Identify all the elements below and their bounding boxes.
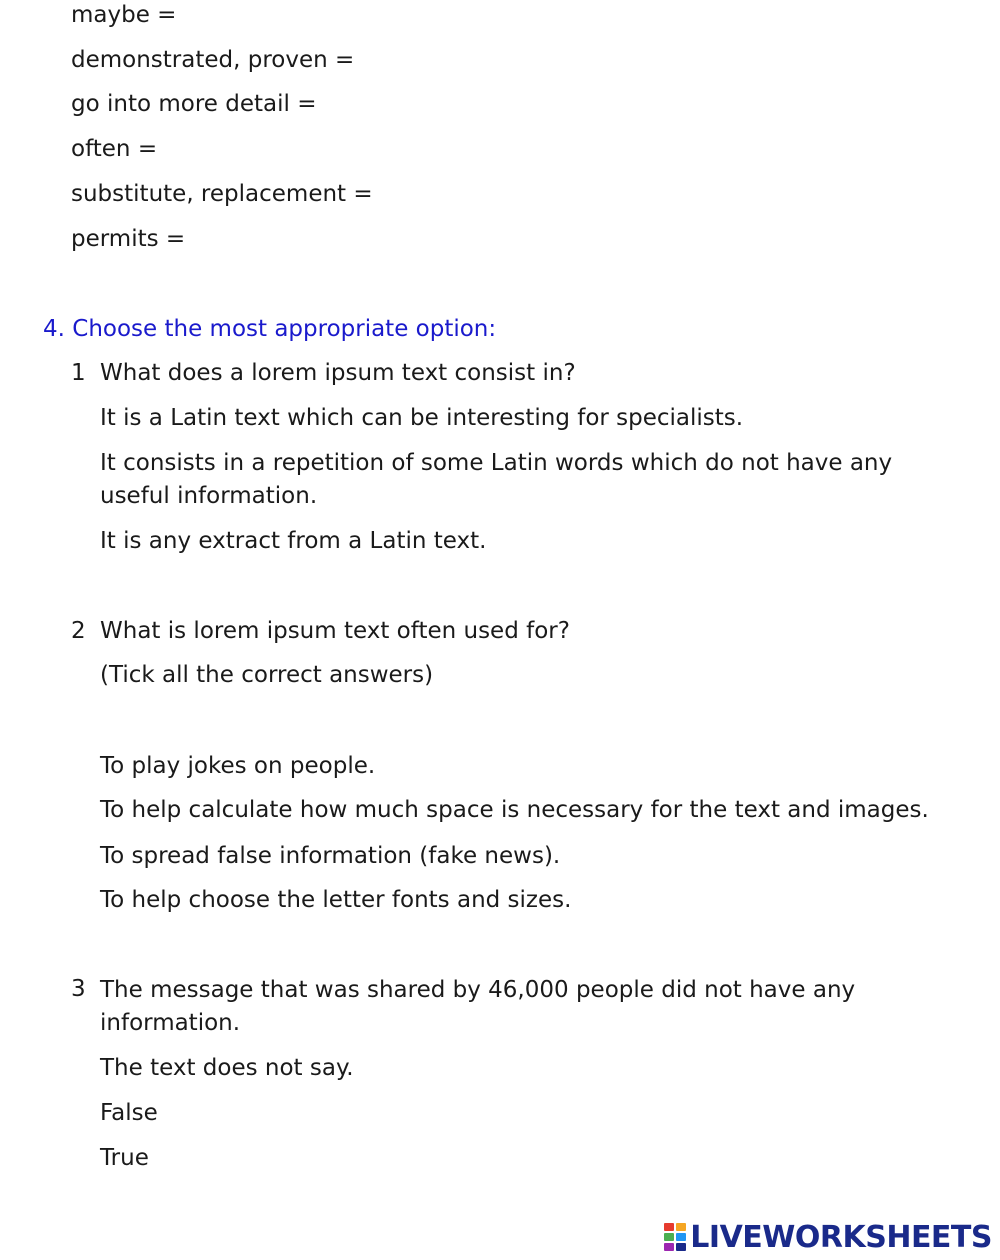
section-heading: 4. Choose the most appropriate option: (43, 316, 497, 342)
answer-option[interactable]: It is any extract from a Latin text. (100, 528, 487, 554)
vocab-line: often = (71, 136, 158, 162)
answer-option[interactable]: To spread false information (fake news). (100, 843, 561, 869)
answer-option[interactable]: To play jokes on people. (100, 753, 376, 779)
question-text: The message that was shared by 46,000 people did not have any information. (100, 977, 856, 1036)
answer-option[interactable]: The text does not say. (100, 1055, 354, 1081)
question-number: 3 (71, 976, 86, 1002)
question-number: 2 (71, 618, 86, 644)
liveworksheets-logo-icon (664, 1223, 686, 1251)
answer-option[interactable]: To help calculate how much space is necessary for the text and images. (100, 797, 929, 823)
liveworksheets-logo (664, 1220, 992, 1254)
question-text: What is lorem ipsum text often used for? (100, 618, 570, 644)
logo-text: LIVEWORKSHEETS (690, 1219, 992, 1255)
answer-option[interactable]: False (100, 1100, 158, 1126)
answer-option[interactable]: It consists in a repetition of some Latin words which do not have any useful information. (100, 450, 893, 509)
vocab-line: maybe = (71, 2, 177, 28)
answer-option[interactable]: True (100, 1145, 149, 1171)
vocab-line: substitute, replacement = (71, 181, 373, 207)
question-text: What does a lorem ipsum text consist in? (100, 360, 576, 386)
question-number: 1 (71, 360, 86, 386)
vocab-line: go into more detail = (71, 91, 317, 117)
answer-option[interactable]: To help choose the letter fonts and sizes. (100, 887, 572, 913)
vocab-line: demonstrated, proven = (71, 47, 355, 73)
question-note: (Tick all the correct answers) (100, 662, 434, 688)
vocab-line: permits = (71, 226, 186, 252)
answer-option[interactable]: It is a Latin text which can be interesting for specialists. (100, 405, 744, 431)
